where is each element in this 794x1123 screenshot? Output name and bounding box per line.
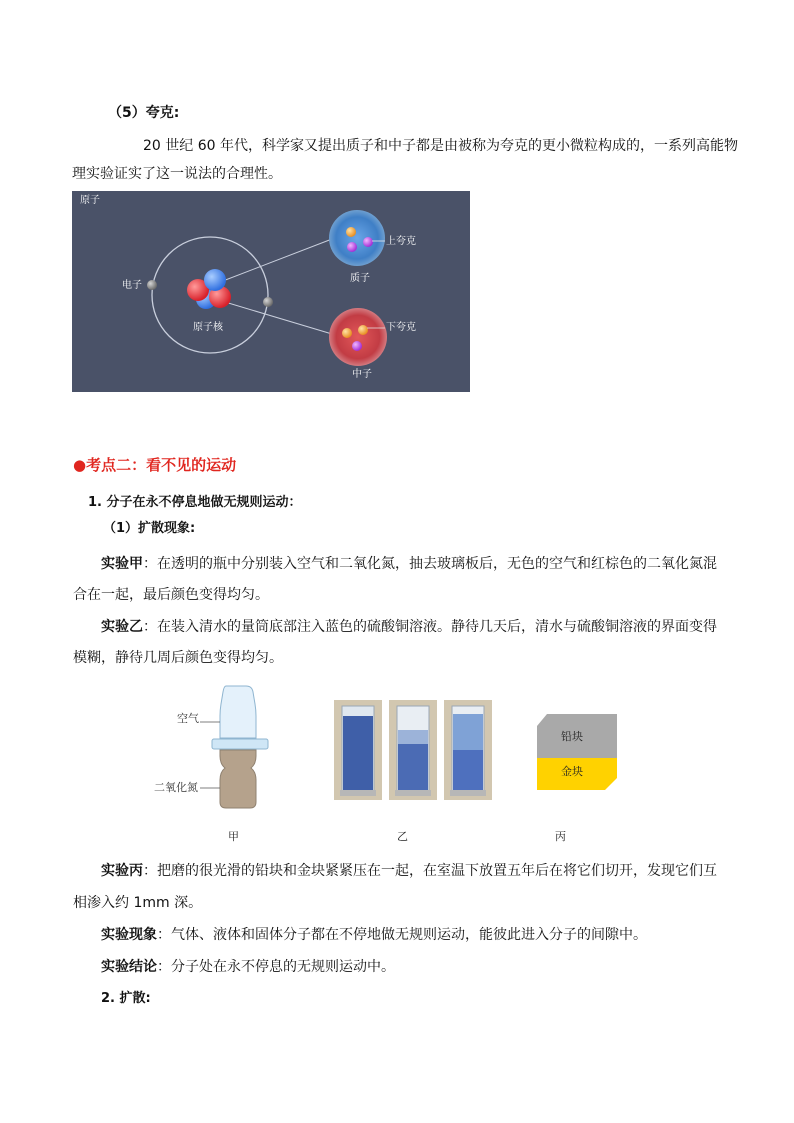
experiment-c-line1 — [101, 861, 717, 881]
lead-label: 铅块 — [561, 730, 583, 743]
air-label: 空气 — [177, 712, 199, 725]
quark-particle — [347, 242, 357, 252]
cylinder-photo-3 — [444, 700, 492, 800]
proton-label: 质子 — [350, 273, 370, 284]
caption-c: 丙 — [555, 830, 566, 843]
conclusion-label: 实验结论 — [101, 959, 157, 975]
metal-blocks-figure — [533, 712, 619, 792]
bottles-figure — [150, 684, 280, 812]
quark-particle — [346, 227, 356, 237]
quark-particle — [352, 341, 362, 351]
neutron-sphere — [329, 308, 387, 366]
item2-heading: 2. 扩散: — [101, 991, 151, 1006]
no2-label: 二氧化氮 — [154, 781, 198, 794]
experiment-b-label: 实验乙 — [101, 619, 143, 635]
experiment-a-text: ：在透明的瓶中分别装入空气和二氧化氮，抽去玻璃板后，无色的空气和红棕色的二氧化氮混 — [143, 556, 717, 572]
cylinders-figure — [334, 700, 492, 800]
section-heading: ●考点二：看不见的运动 — [73, 456, 237, 474]
conclusion-text: ：分子处在永不停息的无规则运动中。 — [157, 959, 395, 975]
quark-particle — [363, 237, 373, 247]
quark-particle — [342, 328, 352, 338]
experiment-b-text: ：在装入清水的量筒底部注入蓝色的硫酸铜溶液。静待几天后，清水与硫酸铜溶液的界面变得 — [143, 619, 717, 635]
up-quark-label: 上夸克 — [386, 236, 416, 247]
experiment-a-line1 — [101, 554, 717, 574]
section5-paragraph-line2: 理实验证实了这一说法的合理性。 — [72, 166, 282, 182]
glass-plate — [212, 739, 268, 749]
air-bottle — [220, 686, 256, 738]
experiment-c-label: 实验丙 — [101, 863, 143, 879]
lead-gold-blocks — [533, 712, 619, 792]
experiment-b-line1 — [101, 617, 717, 637]
section5-paragraph-line1: 20 世纪 60 年代，科学家又提出质子和中子都是由被称为夸克的更小微粒构成的，一系列高能物 — [143, 138, 738, 154]
nucleus-cluster — [187, 269, 231, 309]
experiment-c-line2: 相渗入约 1mm 深。 — [73, 895, 203, 911]
item1-heading: 1. 分子在永不停息地做无规则运动： — [88, 495, 302, 510]
down-quark-label: 下夸克 — [386, 322, 416, 333]
cylinder-photo-1 — [334, 700, 382, 800]
section5-heading: （5）夸克: — [108, 105, 180, 121]
experiment-a-label: 实验甲 — [101, 556, 143, 572]
caption-b: 乙 — [397, 830, 408, 843]
caption-a: 甲 — [228, 830, 239, 843]
cylinder-photo-2 — [389, 700, 437, 800]
gold-label: 金块 — [561, 765, 583, 778]
electron-particle — [147, 280, 157, 290]
experiment-c-text: ：把磨的很光滑的铅块和金块紧紧压在一起，在室温下放置五年后在将它们切开，发现它们互 — [143, 863, 717, 879]
electron-particle — [263, 297, 273, 307]
phenomenon-line — [101, 925, 647, 945]
neutron-label: 中子 — [352, 369, 372, 380]
experiment-b-line2: 模糊，静待几周后颜色变得均匀。 — [73, 650, 283, 666]
atom-structure-figure — [72, 191, 470, 392]
conclusion-line — [101, 957, 395, 977]
proton-connector-line — [215, 239, 332, 284]
nitrogen-dioxide-bottle — [220, 750, 256, 808]
electron-label: 电子 — [122, 280, 142, 291]
nucleus-label: 原子核 — [193, 322, 223, 333]
figure-title: 原子 — [80, 195, 100, 206]
proton-sphere — [329, 210, 385, 266]
phenomenon-label: 实验现象 — [101, 927, 157, 943]
experiment-a-line2: 合在一起，最后颜色变得均匀。 — [73, 587, 269, 603]
quark-particle — [358, 325, 368, 335]
sub1-heading: （1）扩散现象: — [103, 521, 196, 536]
neutron-connector-line — [215, 299, 332, 334]
phenomenon-text: ：气体、液体和固体分子都在不停地做无规则运动，能彼此进入分子的间隙中。 — [157, 927, 647, 943]
